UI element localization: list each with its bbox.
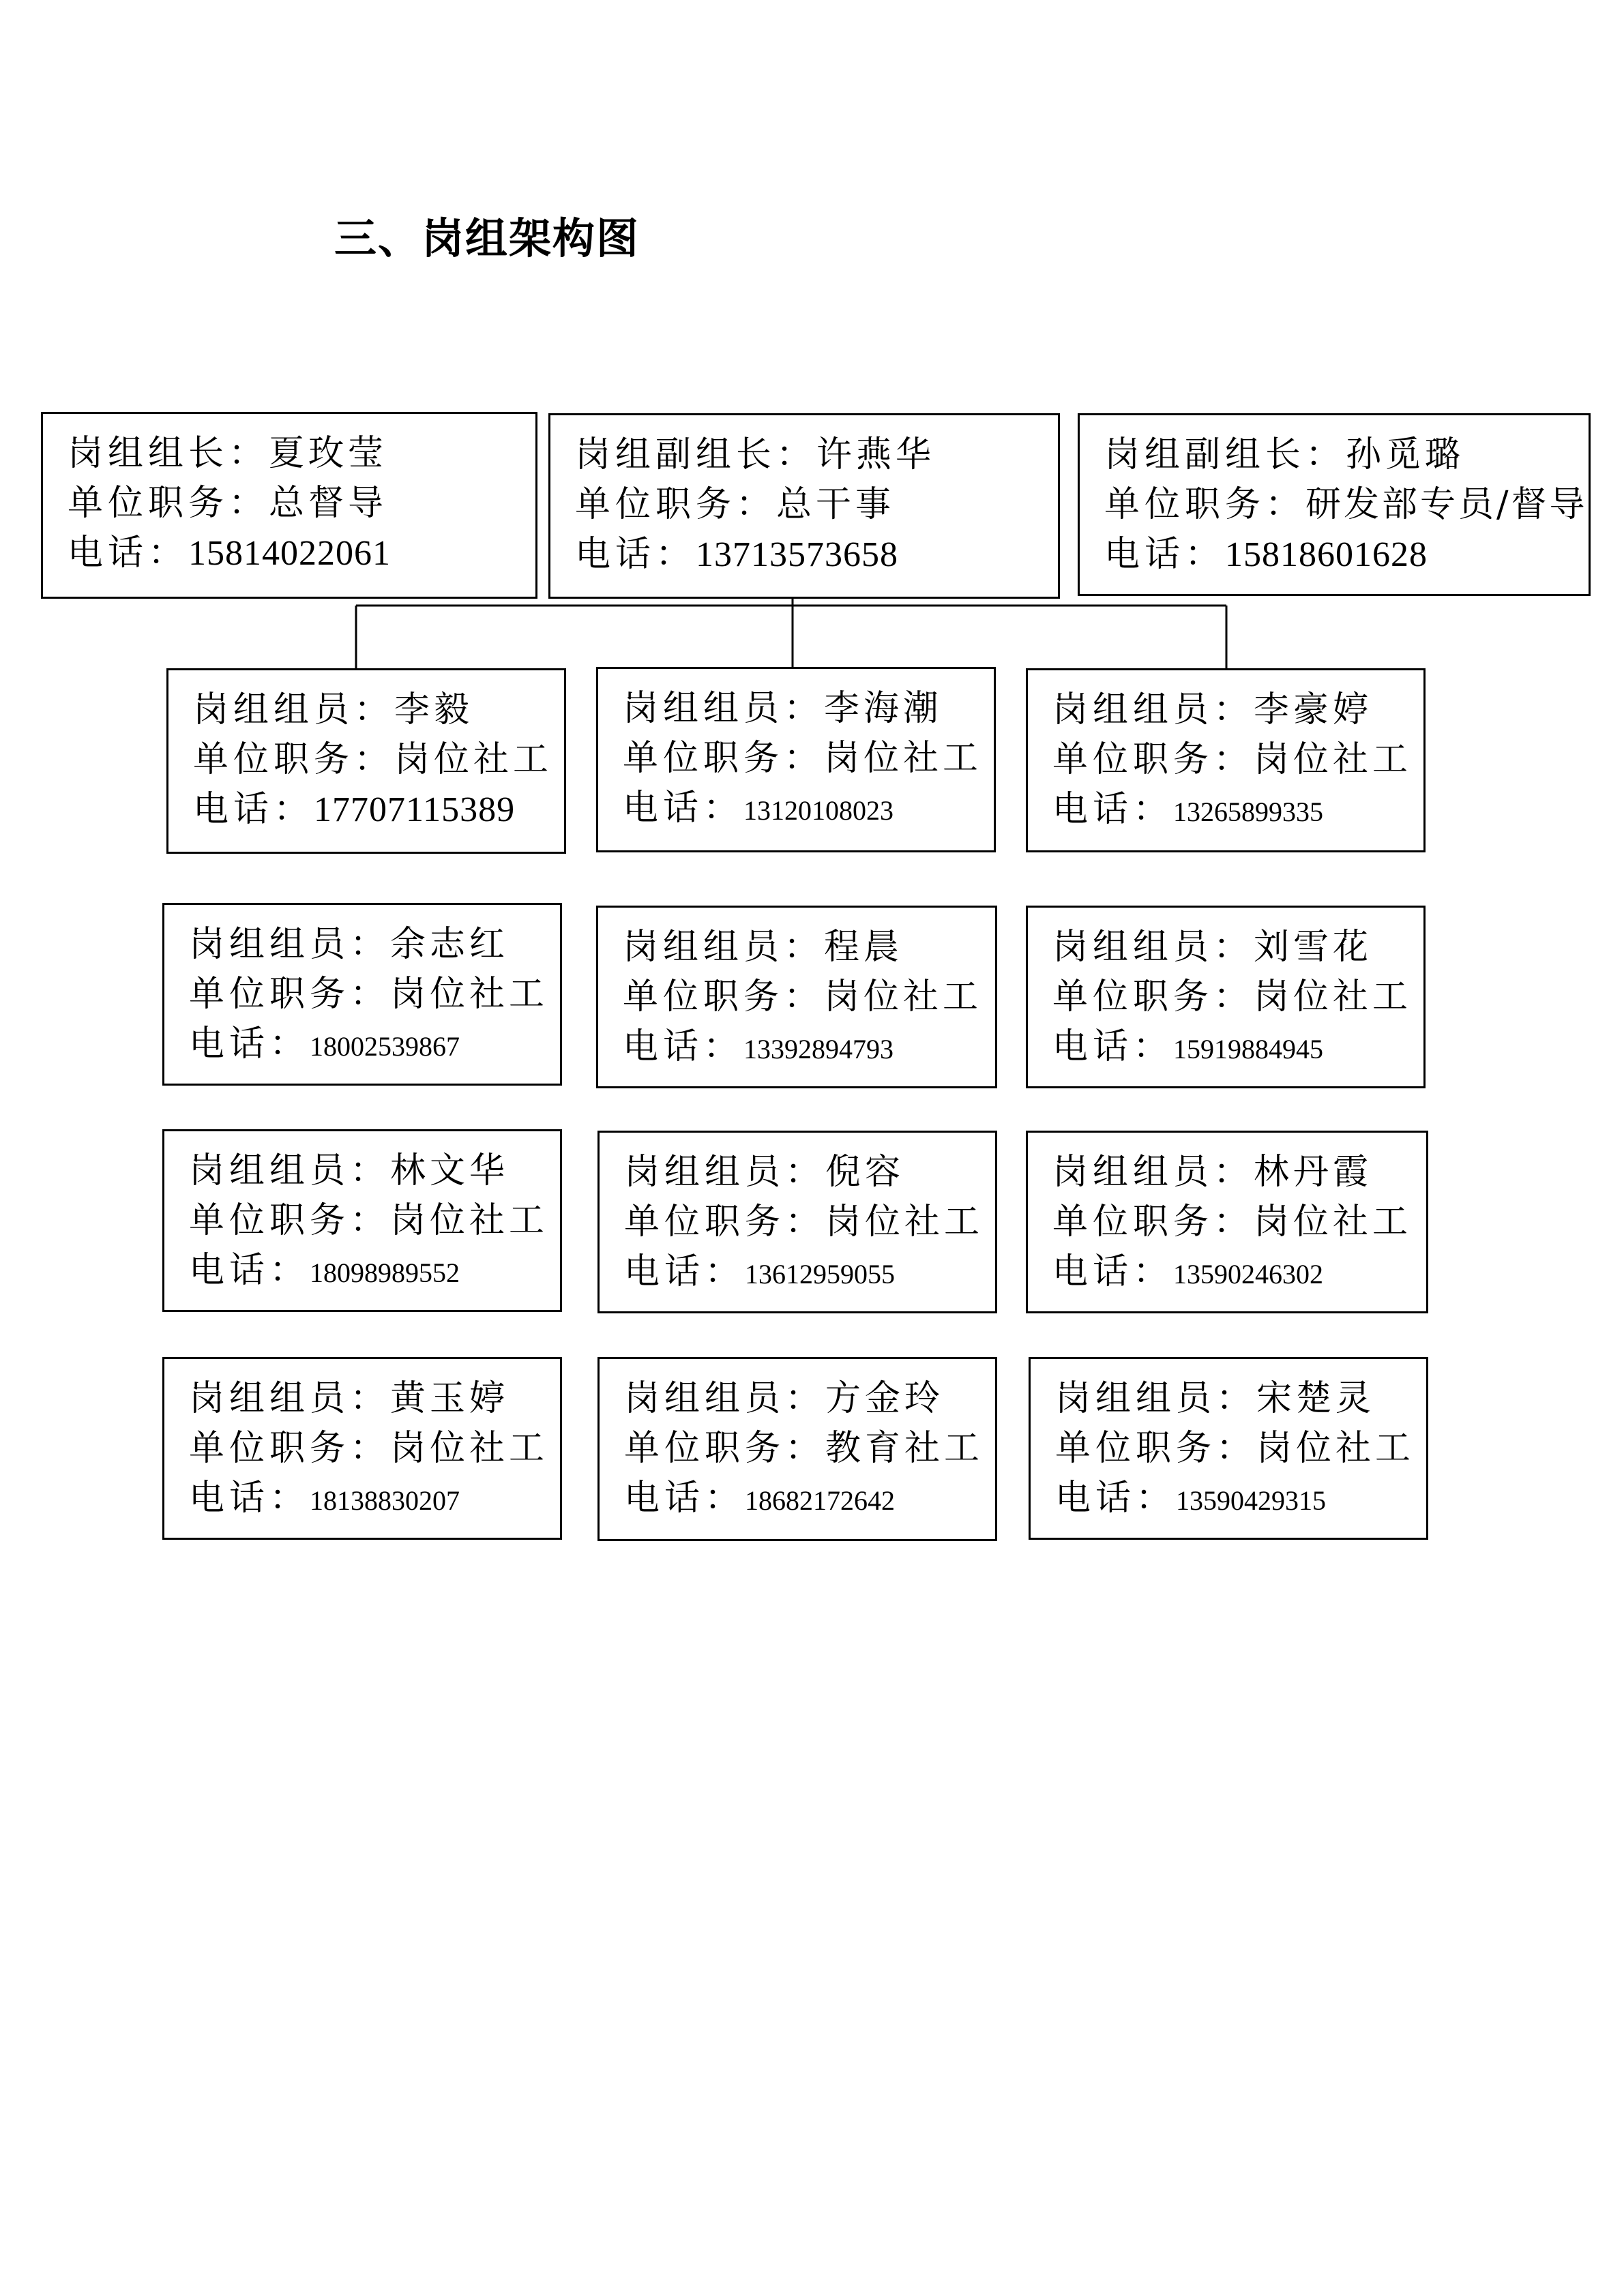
leader-phone-line bbox=[68, 528, 535, 578]
member-position-line bbox=[1055, 1424, 1426, 1474]
phone-value: 15919884945 bbox=[1173, 1034, 1324, 1064]
person-name: 余志红 bbox=[390, 924, 510, 965]
position-value: 岗位社工 bbox=[390, 1428, 549, 1469]
member-name-line bbox=[193, 685, 564, 735]
member-phone-line bbox=[1052, 785, 1423, 837]
member-name-line bbox=[624, 1148, 995, 1197]
position-value: 岗位社工 bbox=[825, 1202, 984, 1242]
member-phone-line bbox=[189, 1246, 560, 1298]
position-label: 单位职务： bbox=[68, 483, 269, 524]
member-name-line bbox=[623, 923, 995, 972]
position-label: 单位职务： bbox=[189, 974, 391, 1015]
person-name: 李毅 bbox=[394, 689, 474, 730]
member-position-line bbox=[623, 972, 995, 1022]
person-name: 方金玲 bbox=[825, 1378, 945, 1419]
role-label: 岗组组员： bbox=[624, 1378, 826, 1419]
phone-label: 电话： bbox=[189, 1478, 310, 1519]
deputy-name-line bbox=[1104, 430, 1589, 480]
phone-label: 电话： bbox=[193, 789, 314, 830]
member-position-line bbox=[193, 735, 564, 785]
phone-label: 电话： bbox=[624, 1478, 745, 1519]
phone-value: 13590246302 bbox=[1173, 1259, 1324, 1289]
member-box bbox=[596, 667, 996, 852]
position-label: 单位职务： bbox=[1052, 1202, 1254, 1242]
position-value: 总干事 bbox=[776, 484, 896, 525]
phone-label: 电话： bbox=[1052, 789, 1174, 830]
phone-value: 13265899335 bbox=[1173, 796, 1324, 827]
member-position-line bbox=[189, 1424, 560, 1474]
role-label: 岗组组员： bbox=[189, 1378, 391, 1419]
member-position-line bbox=[624, 1424, 995, 1474]
member-name-line bbox=[1052, 685, 1423, 735]
position-label: 单位职务： bbox=[1055, 1428, 1257, 1469]
person-name: 程晨 bbox=[824, 927, 904, 968]
member-position-line bbox=[1052, 735, 1423, 785]
person-name: 林文华 bbox=[390, 1150, 510, 1191]
member-name-line bbox=[189, 1374, 560, 1424]
deputy-position-line bbox=[575, 480, 1058, 530]
member-position-line bbox=[189, 1196, 560, 1246]
deputy-leader-box bbox=[548, 413, 1060, 599]
phone-label: 电话： bbox=[1052, 1251, 1174, 1292]
member-phone-line bbox=[624, 1247, 995, 1299]
position-value: 岗位社工 bbox=[1254, 976, 1413, 1017]
phone-label: 电话： bbox=[189, 1250, 310, 1291]
role-label: 岗组组长： bbox=[68, 433, 269, 474]
position-value: 总督导 bbox=[269, 483, 388, 524]
position-value: 岗位社工 bbox=[824, 738, 983, 779]
role-label: 岗组副组长： bbox=[575, 434, 817, 475]
member-phone-line bbox=[623, 784, 994, 835]
role-label: 岗组组员： bbox=[1052, 689, 1254, 730]
person-name: 黄玉婷 bbox=[390, 1378, 510, 1419]
deputy-name-line bbox=[575, 430, 1058, 480]
phone-value: 13392894793 bbox=[743, 1034, 894, 1064]
position-value: 岗位社工 bbox=[394, 739, 553, 780]
phone-label: 电话： bbox=[1055, 1478, 1177, 1519]
position-value: 岗位社工 bbox=[390, 974, 549, 1015]
phone-label: 电话： bbox=[575, 534, 696, 575]
member-box bbox=[1029, 1357, 1428, 1540]
phone-value: 13612959055 bbox=[745, 1259, 896, 1289]
position-value: 研发部专员/督导 bbox=[1305, 484, 1588, 525]
phone-value: 13120108023 bbox=[743, 795, 894, 826]
member-name-line bbox=[1052, 923, 1423, 972]
member-name-line bbox=[189, 920, 560, 970]
position-value: 岗位社工 bbox=[824, 976, 983, 1017]
phone-label: 电话： bbox=[623, 1026, 744, 1067]
member-box bbox=[597, 1131, 997, 1313]
leader-name-line bbox=[68, 429, 535, 479]
position-label: 单位职务： bbox=[1052, 739, 1254, 780]
leader-box bbox=[41, 412, 537, 599]
phone-label: 电话： bbox=[68, 533, 189, 573]
member-box bbox=[596, 906, 997, 1088]
role-label: 岗组组员： bbox=[623, 688, 825, 729]
phone-label: 电话： bbox=[623, 788, 744, 829]
member-name-line bbox=[623, 684, 994, 734]
person-name: 宋楚灵 bbox=[1256, 1378, 1376, 1419]
role-label: 岗组组员： bbox=[193, 689, 395, 730]
position-label: 单位职务： bbox=[1052, 976, 1254, 1017]
phone-value: 18138830207 bbox=[310, 1485, 460, 1516]
role-label: 岗组组员： bbox=[1052, 1152, 1254, 1193]
person-name: 孙觅璐 bbox=[1346, 434, 1465, 475]
position-value: 教育社工 bbox=[825, 1428, 984, 1469]
position-label: 单位职务： bbox=[193, 739, 395, 780]
person-name: 李海潮 bbox=[824, 688, 943, 729]
position-value: 岗位社工 bbox=[390, 1200, 549, 1241]
phone-value: 13590429315 bbox=[1176, 1485, 1327, 1516]
role-label: 岗组组员： bbox=[189, 1150, 391, 1191]
deputy-phone-line bbox=[575, 530, 1058, 580]
role-label: 岗组组员： bbox=[189, 924, 391, 965]
person-name: 李豪婷 bbox=[1254, 689, 1373, 730]
member-phone-line bbox=[624, 1474, 995, 1525]
member-position-line bbox=[1052, 972, 1423, 1022]
role-label: 岗组组员： bbox=[623, 927, 825, 968]
position-value: 岗位社工 bbox=[1256, 1428, 1415, 1469]
person-name: 倪容 bbox=[825, 1152, 905, 1193]
member-phone-line bbox=[1055, 1474, 1426, 1525]
phone-value: 18098989552 bbox=[310, 1257, 460, 1288]
phone-label: 电话： bbox=[1052, 1026, 1174, 1067]
member-box bbox=[597, 1357, 997, 1541]
page-title: 三、岗组架构图 bbox=[334, 213, 640, 263]
member-box bbox=[162, 1357, 562, 1540]
member-box bbox=[1026, 906, 1426, 1088]
member-box bbox=[1026, 668, 1426, 852]
position-label: 单位职务： bbox=[575, 484, 777, 525]
member-position-line bbox=[624, 1197, 995, 1247]
phone-value: 17707115389 bbox=[314, 790, 516, 829]
member-name-line bbox=[1052, 1148, 1426, 1197]
member-box bbox=[1026, 1131, 1428, 1313]
role-label: 岗组组员： bbox=[1055, 1378, 1257, 1419]
position-value: 岗位社工 bbox=[1254, 1202, 1413, 1242]
member-box bbox=[162, 1129, 562, 1312]
member-position-line bbox=[1052, 1197, 1426, 1247]
position-label: 单位职务： bbox=[189, 1200, 391, 1241]
member-name-line bbox=[624, 1374, 995, 1424]
phone-value: 15818601628 bbox=[1225, 535, 1428, 574]
person-name: 夏玫莹 bbox=[269, 433, 388, 474]
deputy-phone-line bbox=[1104, 530, 1589, 580]
phone-value: 18682172642 bbox=[745, 1485, 896, 1516]
member-box bbox=[166, 668, 566, 854]
role-label: 岗组组员： bbox=[1052, 927, 1254, 968]
member-name-line bbox=[189, 1146, 560, 1196]
position-label: 单位职务： bbox=[1104, 484, 1306, 525]
member-phone-line bbox=[1052, 1022, 1423, 1074]
member-position-line bbox=[189, 970, 560, 1019]
position-label: 单位职务： bbox=[624, 1202, 826, 1242]
member-phone-line bbox=[623, 1022, 995, 1074]
member-box bbox=[162, 903, 562, 1086]
member-phone-line bbox=[189, 1019, 560, 1071]
member-phone-line bbox=[1052, 1247, 1426, 1299]
member-phone-line bbox=[189, 1474, 560, 1525]
member-name-line bbox=[1055, 1374, 1426, 1424]
person-name: 许燕华 bbox=[816, 434, 936, 475]
role-label: 岗组组员： bbox=[624, 1152, 826, 1193]
deputy-position-line bbox=[1104, 480, 1589, 530]
role-label: 岗组副组长： bbox=[1104, 434, 1346, 475]
position-label: 单位职务： bbox=[624, 1428, 826, 1469]
phone-value: 13713573658 bbox=[696, 535, 899, 574]
position-label: 单位职务： bbox=[623, 738, 825, 779]
deputy-leader-box bbox=[1078, 413, 1591, 596]
position-label: 单位职务： bbox=[623, 976, 825, 1017]
phone-value: 18002539867 bbox=[310, 1031, 460, 1062]
member-phone-line bbox=[193, 785, 564, 835]
position-value: 岗位社工 bbox=[1254, 739, 1413, 780]
person-name: 林丹霞 bbox=[1254, 1152, 1373, 1193]
phone-label: 电话： bbox=[1104, 534, 1226, 575]
position-label: 单位职务： bbox=[189, 1428, 391, 1469]
phone-label: 电话： bbox=[189, 1024, 310, 1064]
member-position-line bbox=[623, 734, 994, 784]
person-name: 刘雪花 bbox=[1254, 927, 1373, 968]
phone-value: 15814022061 bbox=[188, 534, 392, 573]
leader-position-line bbox=[68, 479, 535, 528]
phone-label: 电话： bbox=[624, 1251, 745, 1292]
